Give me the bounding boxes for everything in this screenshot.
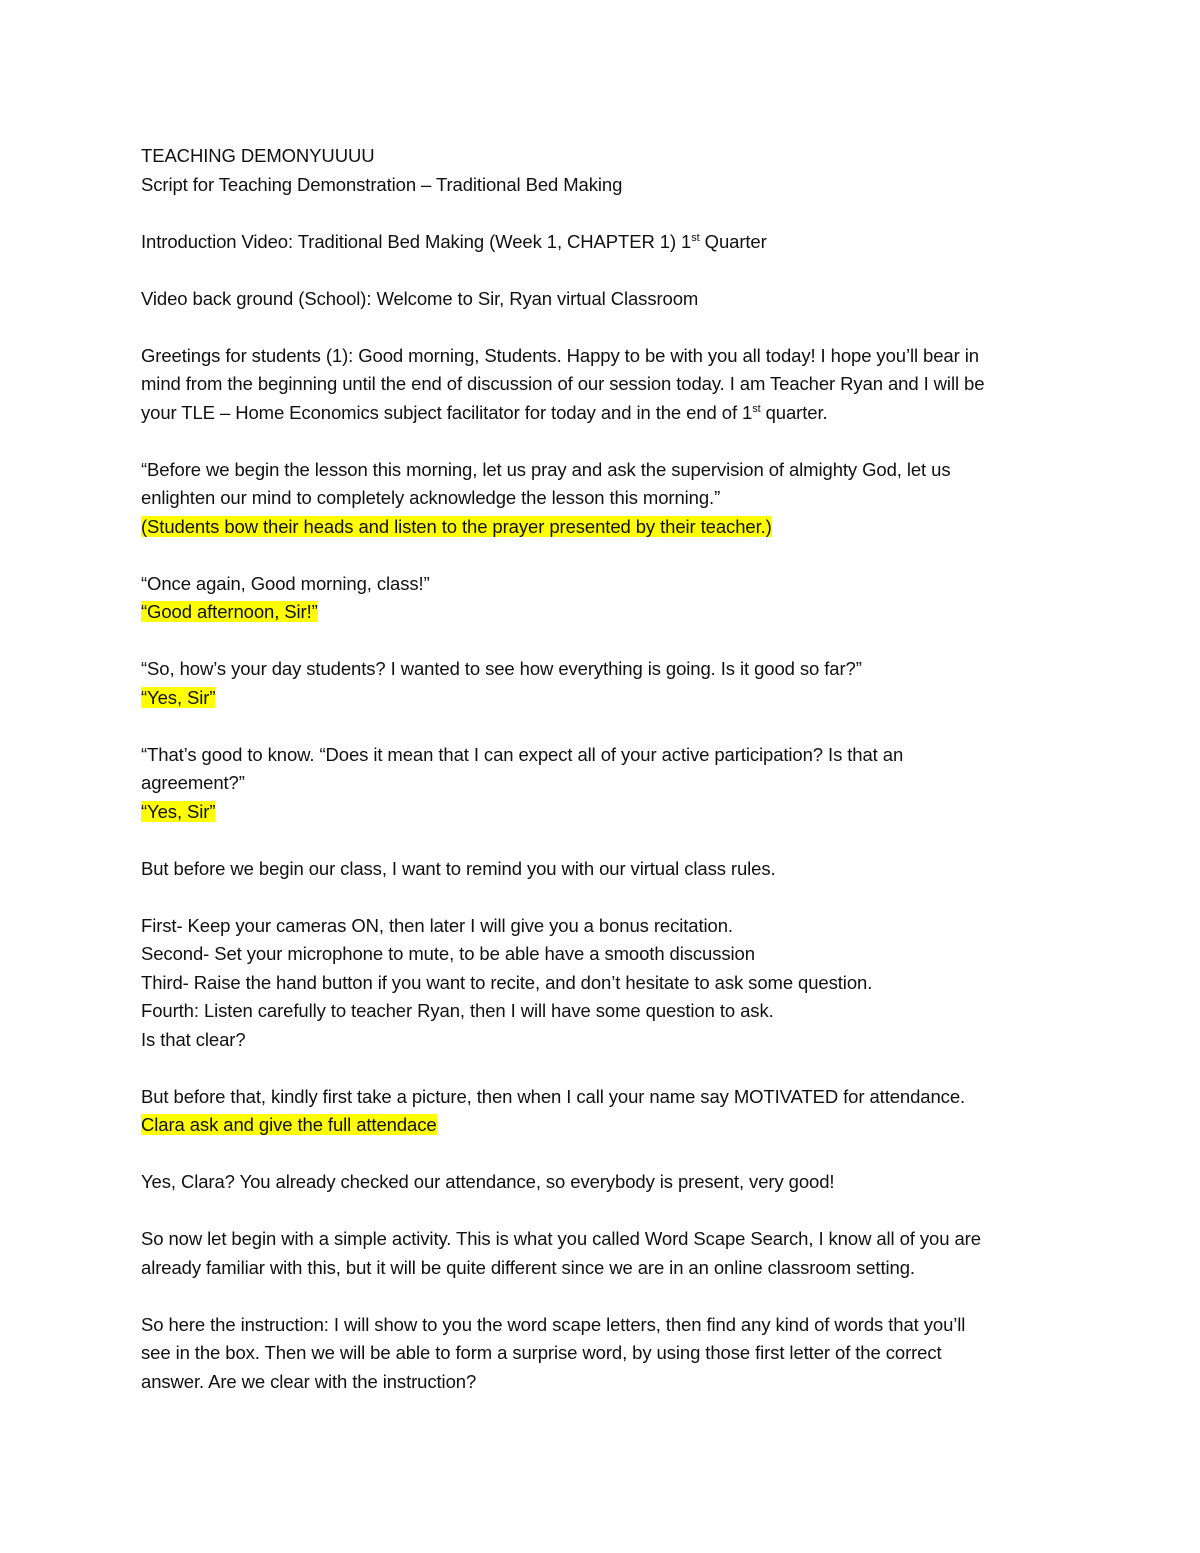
intro-video-line xyxy=(141,228,1061,257)
intro-video-text: Introduction Video: Traditional Bed Making (Week 1, CHAPTER 1) 1 xyxy=(141,230,692,252)
video-background-line: Video back ground (School): Welcome to Sir, Ryan virtual Classroom xyxy=(141,287,699,309)
spacer xyxy=(141,1282,1061,1311)
intro-video-superscript: st xyxy=(691,231,700,244)
prayer-line-2: enlighten our mind to completely acknowledge the lesson this morning.” xyxy=(141,487,721,508)
spacer xyxy=(141,1140,1061,1169)
teacher-line: “Once again, Good morning, class!” xyxy=(141,572,430,594)
students-response-line xyxy=(141,684,1061,713)
spacer xyxy=(141,1197,1061,1226)
clara-line: Yes, Clara? You already checked our attendance, so everybody is present, very good! xyxy=(141,1171,835,1192)
students-response-line xyxy=(141,598,1061,627)
document-body xyxy=(141,142,1061,1396)
spacer xyxy=(141,1054,1061,1083)
teacher-line: “That’s good to know. “Does it mean that I can expect all of your active participation? Is that an xyxy=(141,743,904,765)
instruction-line-2: see in the box. Then we will be able to form a surprise word, by using those first letter of the correct xyxy=(141,1342,942,1363)
greetings-line-3-tail: quarter. xyxy=(760,401,828,423)
teacher-line: “So, how’s your day students? I wanted to see how everything is going. Is it good so far?” xyxy=(141,658,862,679)
prayer-line-1: “Before we begin the lesson this morning, let us pray and ask the supervision of almighty God, let us xyxy=(141,458,951,480)
activity-line-1: So now let begin with a simple activity. This is what you called Word Scape Search, I know all of you are xyxy=(141,1228,981,1249)
greetings-line-3 xyxy=(141,399,1061,428)
greetings-line-1: Greetings for students (1): Good morning, Students. Happy to be with you all today! I hope you’ll bear in xyxy=(141,344,979,366)
rule-line: Is that clear? xyxy=(141,1028,246,1050)
spacer xyxy=(141,313,1061,342)
spacer xyxy=(141,199,1061,228)
instruction-line-3: answer. Are we clear with the instruction? xyxy=(141,1370,477,1392)
rules-intro-line: But before we begin our class, I want to remind you with our virtual class rules. xyxy=(141,857,776,879)
rule-line: Fourth: Listen carefully to teacher Ryan, then I will have some question to ask. xyxy=(141,1000,774,1021)
prayer-action-line xyxy=(141,513,1061,542)
teacher-line: agreement?” xyxy=(141,772,245,793)
spacer xyxy=(141,883,1061,912)
greetings-line-2: mind from the beginning until the end of discussion of our session today. I am Teacher Ryan and I will be xyxy=(141,373,985,394)
doc-title: TEACHING DEMONYUUUU xyxy=(141,145,375,166)
doc-subtitle: Script for Teaching Demonstration – Traditional Bed Making xyxy=(141,173,623,195)
spacer xyxy=(141,541,1061,570)
greetings-superscript: st xyxy=(752,402,761,415)
spacer xyxy=(141,627,1061,656)
spacer xyxy=(141,256,1061,285)
rule-line: Third- Raise the hand button if you want to recite, and don’t hesitate to ask some question. xyxy=(141,971,873,993)
rule-line: First- Keep your cameras ON, then later I will give you a bonus recitation. xyxy=(141,914,733,936)
highlighted-text: Clara ask and give the full attendace xyxy=(141,1114,437,1135)
instruction-line-1: So here the instruction: I will show to you the word scape letters, then find any kind of words that you’ll xyxy=(141,1313,966,1335)
spacer xyxy=(141,826,1061,855)
greetings-line-3-text: your TLE – Home Economics subject facilitator for today and in the end of 1 xyxy=(141,401,753,423)
students-response-line xyxy=(141,798,1061,827)
attendance-action-line xyxy=(141,1111,1061,1140)
intro-video-tail: Quarter xyxy=(699,230,767,252)
activity-line-2: already familiar with this, but it will be quite different since we are in an online classroom setting. xyxy=(141,1256,915,1278)
highlighted-text: “Good afternoon, Sir!” xyxy=(141,601,318,622)
highlighted-text: “Yes, Sir” xyxy=(141,686,216,708)
rule-line: Second- Set your microphone to mute, to be able have a smooth discussion xyxy=(141,943,755,964)
highlighted-text: “Yes, Sir” xyxy=(141,800,216,822)
attendance-line: But before that, kindly first take a picture, then when I call your name say MOTIVATED for attendance. xyxy=(141,1085,966,1107)
spacer xyxy=(141,712,1061,741)
highlighted-text: (Students bow their heads and listen to the prayer presented by their teacher.) xyxy=(141,515,772,537)
spacer xyxy=(141,427,1061,456)
